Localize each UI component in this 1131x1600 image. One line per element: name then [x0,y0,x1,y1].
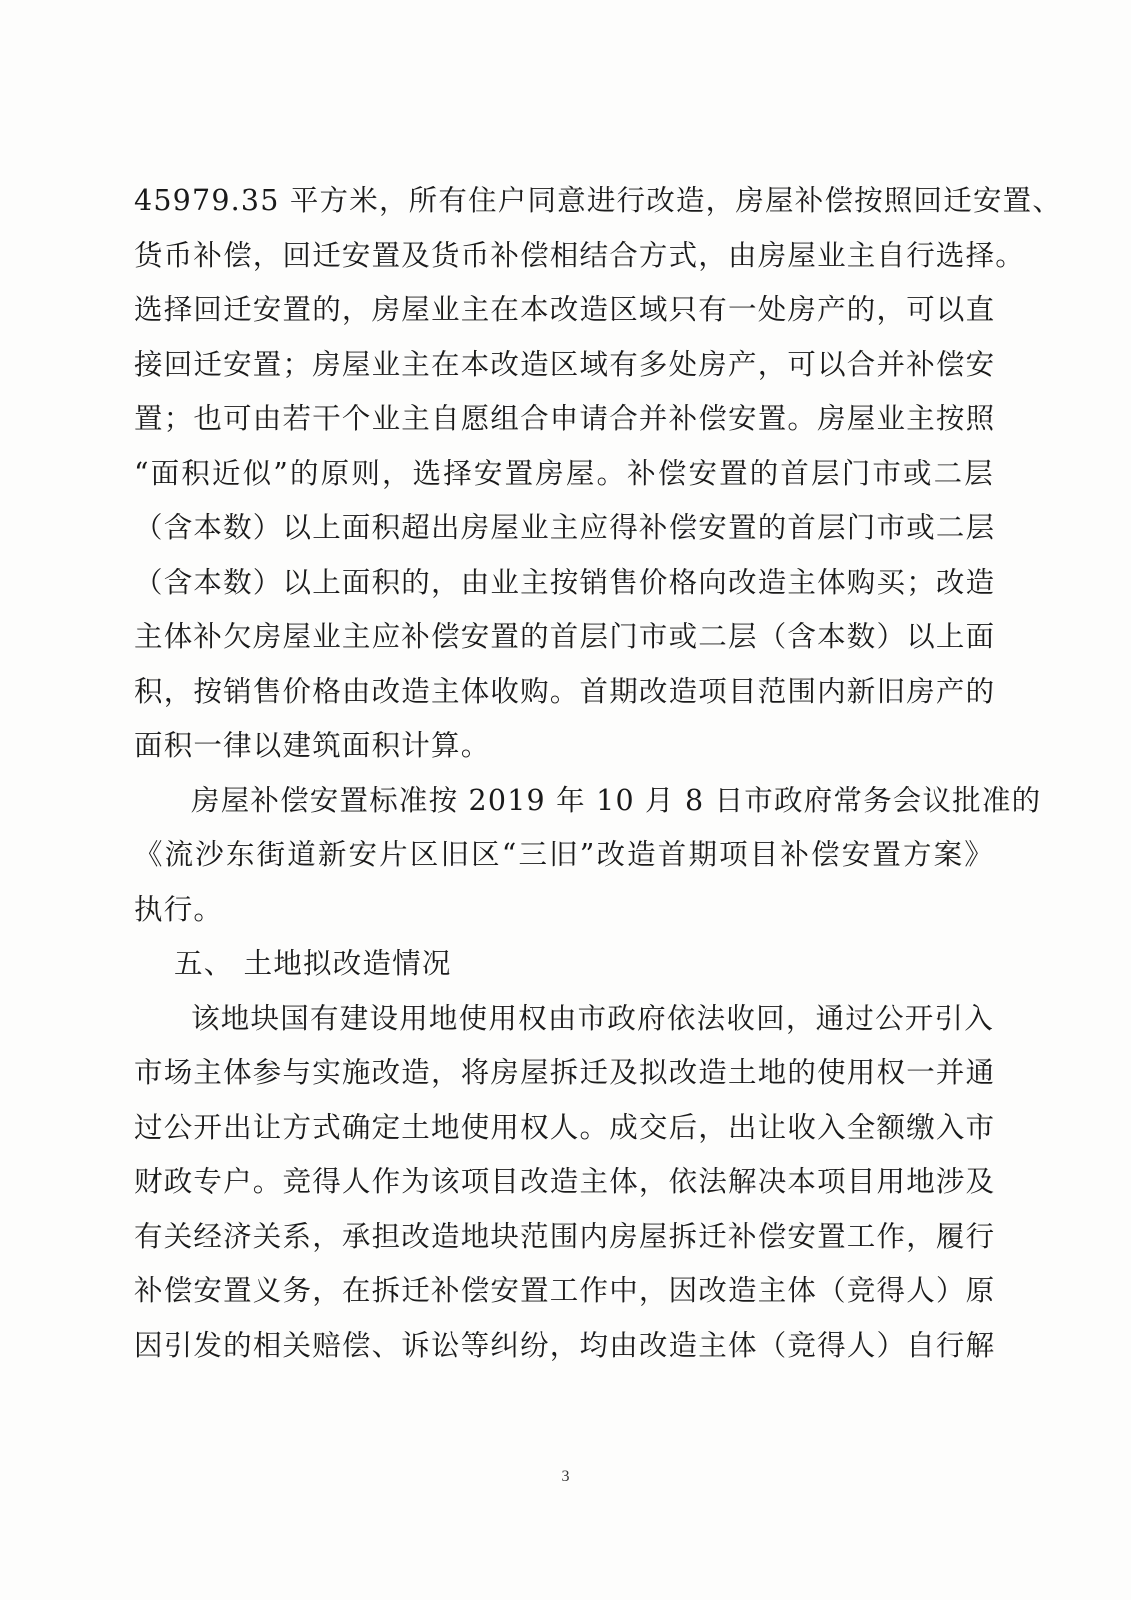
text-line: 执行。 [134,892,224,926]
text-line: 因引发的相关赔偿、诉讼等纠纷，均由改造主体（竞得人）自行解 [134,1328,996,1362]
paragraph-compensation-standard [134,774,1042,938]
text-line: （含本数）以上面积的，由业主按销售价格向改造主体购买；改造 [134,565,996,599]
text-line: （含本数）以上面积超出房屋业主应得补偿安置的首层门市或二层 [134,511,996,544]
text-line: 房屋补偿安置标准按 2019 年 10 月 8 日市政府常务会议批准的 [191,783,1042,817]
text-line: 《流沙东街道新安片区旧区“三旧”改造首期项目补偿安置方案》 [134,838,994,871]
text-line: 面积一律以建筑面积计算。 [134,729,491,762]
text-line: 市场主体参与实施改造，将房屋拆迁及拟改造土地的使用权一并通 [134,1056,996,1089]
section-heading: 五、 土地拟改造情况 [174,947,452,980]
text-line: 有关经济关系，承担改造地块范围内房屋拆迁补偿安置工作，履行 [134,1219,996,1253]
text-line: 45979.35 平方米，所有住户同意进行改造，房屋补偿按照回迁安置、 [134,184,1063,217]
text-line: 置；也可由若干个业主自愿组合申请合并补偿安置。房屋业主按照 [134,402,996,435]
text-line: 该地块国有建设用地使用权由市政府依法收回，通过公开引入 [191,1001,994,1035]
text-line: 货币补偿，回迁安置及货币补偿相结合方式，由房屋业主自行选择。 [134,238,1026,272]
text-line: “面积近似”的原则，选择安置房屋。补偿安置的首层门市或二层 [134,456,994,490]
section-heading-land-renovation [134,937,994,992]
text-line: 过公开出让方式确定土地使用权人。成交后，出让收入全额缴入市 [134,1110,996,1144]
paragraph-land-use-rights [134,992,994,1374]
text-line: 主体补欠房屋业主应补偿安置的首层门市或二层（含本数）以上面 [134,620,996,653]
text-line: 财政专户。竞得人作为该项目改造主体，依法解决本项目用地涉及 [134,1165,996,1198]
paragraph-compensation-method [134,174,1063,774]
text-line: 选择回迁安置的，房屋业主在本改造区域只有一处房产的，可以直 [134,293,996,326]
body-text [134,174,1063,1373]
page-number: 3 [561,1468,570,1485]
text-line: 积，按销售价格由改造主体收购。首期改造项目范围内新旧房产的 [134,674,996,708]
text-line: 补偿安置义务，在拆迁补偿安置工作中，因改造主体（竞得人）原 [134,1274,996,1307]
text-line: 接回迁安置；房屋业主在本改造区域有多处房产，可以合并补偿安 [134,347,996,381]
